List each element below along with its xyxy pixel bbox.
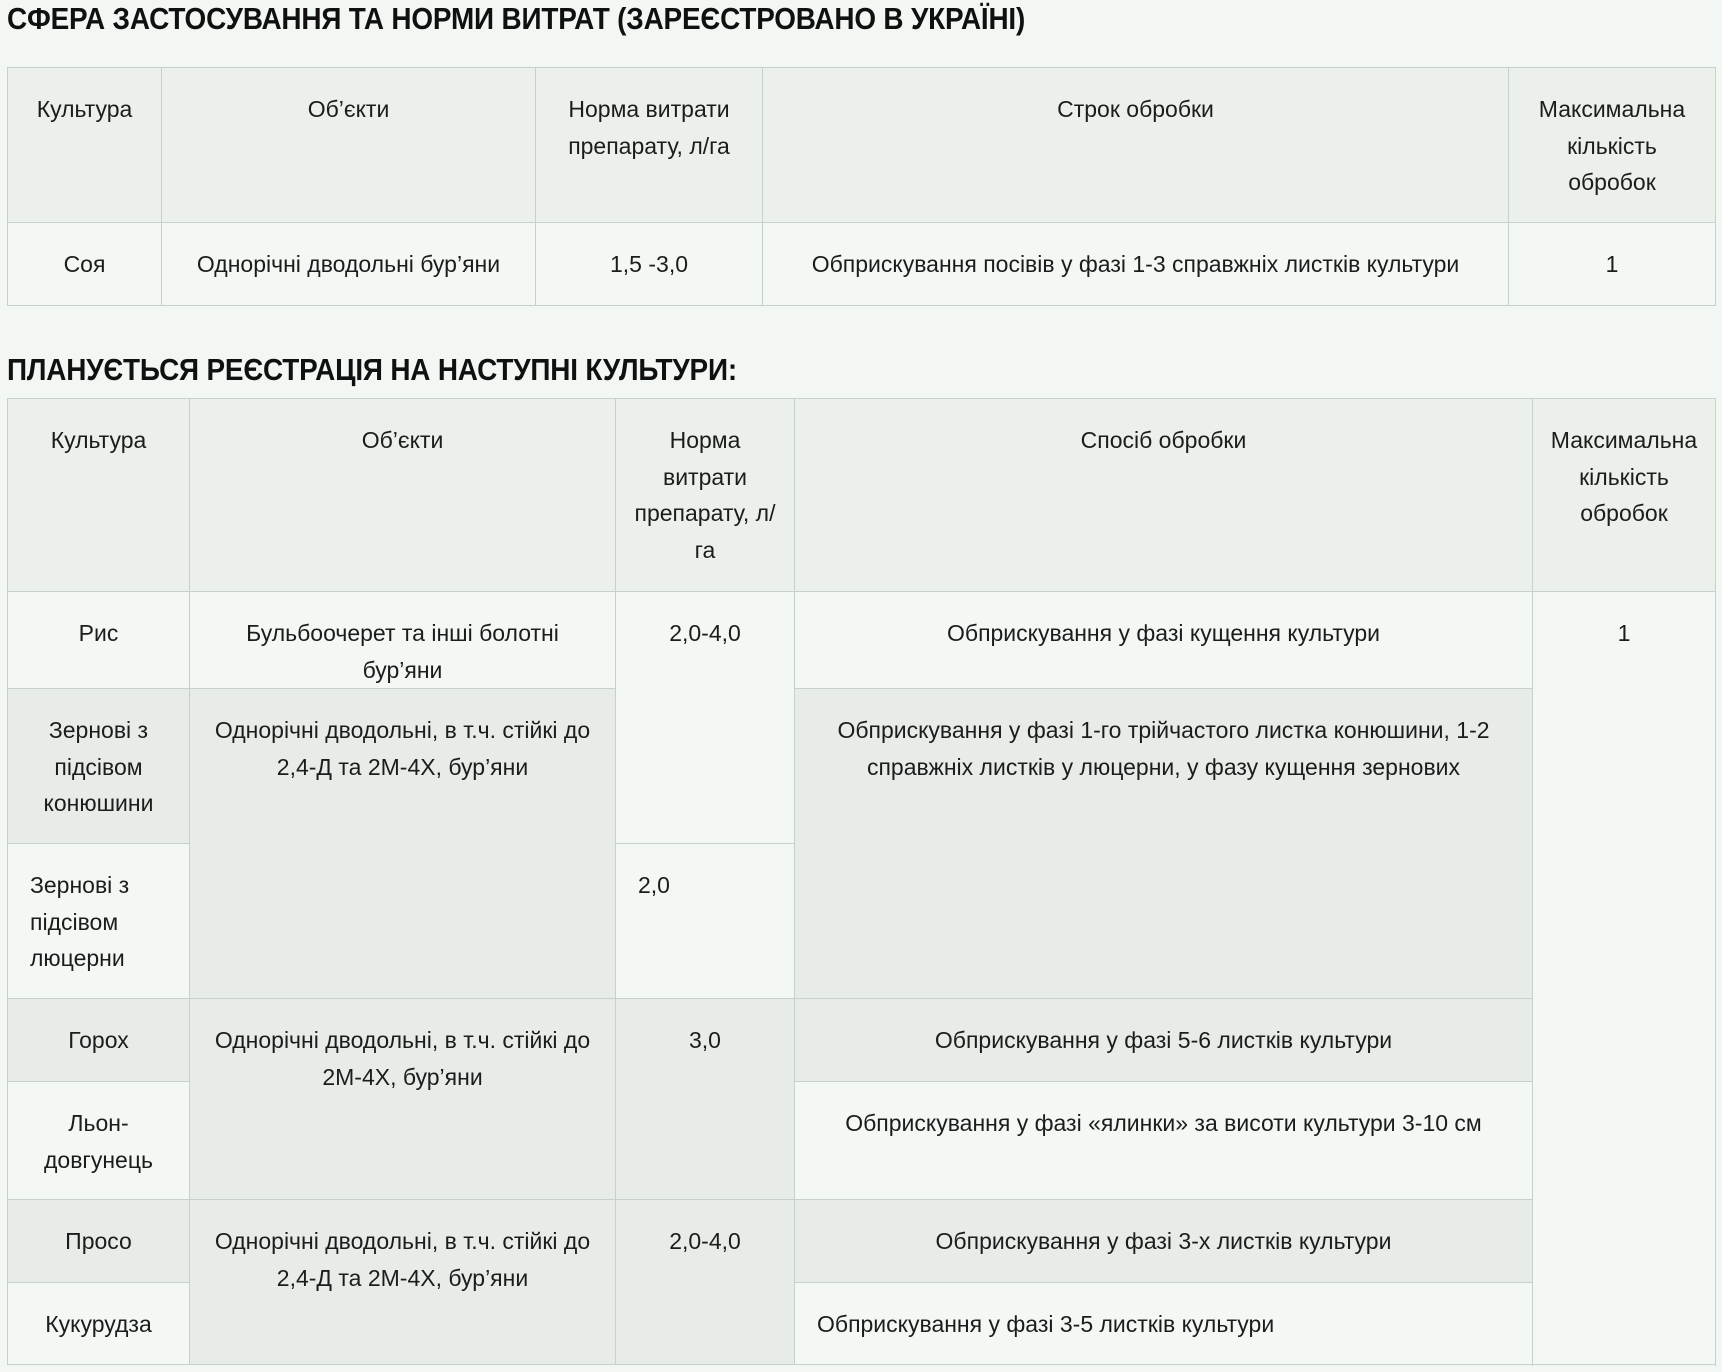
- cell-objects-rice: Бульбоочерет та інші болотні бур’яни: [190, 592, 616, 689]
- registered-table: [7, 67, 1716, 306]
- cell-crop-flax: Льон-довгунець: [8, 1082, 190, 1200]
- header-norm: Норма витрати препарату, л/га: [616, 399, 795, 592]
- header-max: Максимальна кількість обробок: [1509, 68, 1716, 223]
- table-row: [8, 999, 1716, 1082]
- cell-crop: Соя: [8, 223, 162, 306]
- cell-crop-rice: Рис: [8, 592, 190, 689]
- cell-crop-grain-alfalfa: Зернові з підсівом люцерни: [8, 844, 190, 999]
- header-timing: Строк обробки: [763, 68, 1509, 223]
- header-crop: Культура: [8, 399, 190, 592]
- cell-timing: Обприскування посівів у фазі 1-3 справжніх листків культури: [763, 223, 1509, 306]
- cell-method-grains: Обприскування у фазі 1-го трійчастого листка конюшини, 1-2 справжніх листків у люцерни, у фазу кущення зернових: [795, 689, 1533, 999]
- cell-method-millet: Обприскування у фазі 3-х листків культури: [795, 1200, 1533, 1283]
- cell-crop-millet: Просо: [8, 1200, 190, 1283]
- table-row: [8, 592, 1716, 689]
- cell-max: 1: [1533, 592, 1716, 1365]
- cell-method-rice: Обприскування у фазі кущення культури: [795, 592, 1533, 689]
- cell-method-pea: Обприскування у фазі 5-6 листків культури: [795, 999, 1533, 1082]
- cell-crop-corn: Кукурудза: [8, 1283, 190, 1365]
- header-crop: Культура: [8, 68, 162, 223]
- section-title-planned: ПЛАНУЄТЬСЯ РЕЄСТРАЦІЯ НА НАСТУПНІ КУЛЬТУРИ:: [7, 352, 737, 387]
- cell-method-corn: Обприскування у фазі 3-5 листків культури: [795, 1283, 1533, 1365]
- cell-method-flax: Обприскування у фазі «ялинки» за висоти культури 3-10 см: [795, 1082, 1533, 1200]
- table-row: [8, 223, 1716, 306]
- cell-norm-pea-flax: 3,0: [616, 999, 795, 1200]
- header-method: Спосіб обробки: [795, 399, 1533, 592]
- table-header-row: [8, 68, 1716, 223]
- cell-objects: Однорічні дводольні бур’яни: [162, 223, 536, 306]
- planned-table: [7, 398, 1716, 1365]
- cell-objects-grains: Однорічні дводольні, в т.ч. стійкі до 2,4-Д та 2М-4Х, бур’яни: [190, 689, 616, 999]
- table-row: [8, 689, 1716, 844]
- cell-objects-pea-flax: Однорічні дводольні, в т.ч. стійкі до 2М-4Х, бур’яни: [190, 999, 616, 1200]
- cell-norm-rice-clover: 2,0-4,0: [616, 592, 795, 844]
- cell-norm-alfalfa: 2,0: [616, 844, 795, 999]
- header-max: Максимальна кількість обробок: [1533, 399, 1716, 592]
- cell-crop-grain-clover: Зернові з підсівом конюшини: [8, 689, 190, 844]
- table-header-row: [8, 399, 1716, 592]
- header-objects: Об’єкти: [162, 68, 536, 223]
- section-title-registered: СФЕРА ЗАСТОСУВАННЯ ТА НОРМИ ВИТРАТ (ЗАРЕЄСТРОВАНО В УКРАЇНІ): [7, 1, 1026, 36]
- table-row: [8, 1200, 1716, 1283]
- header-norm: Норма витрати препарату, л/га: [536, 68, 763, 223]
- cell-norm: 1,5 -3,0: [536, 223, 763, 306]
- cell-crop-pea: Горох: [8, 999, 190, 1082]
- cell-max: 1: [1509, 223, 1716, 306]
- cell-norm-millet-corn: 2,0-4,0: [616, 1200, 795, 1365]
- header-objects: Об’єкти: [190, 399, 616, 592]
- cell-objects-millet-corn: Однорічні дводольні, в т.ч. стійкі до 2,4-Д та 2М-4Х, бур’яни: [190, 1200, 616, 1365]
